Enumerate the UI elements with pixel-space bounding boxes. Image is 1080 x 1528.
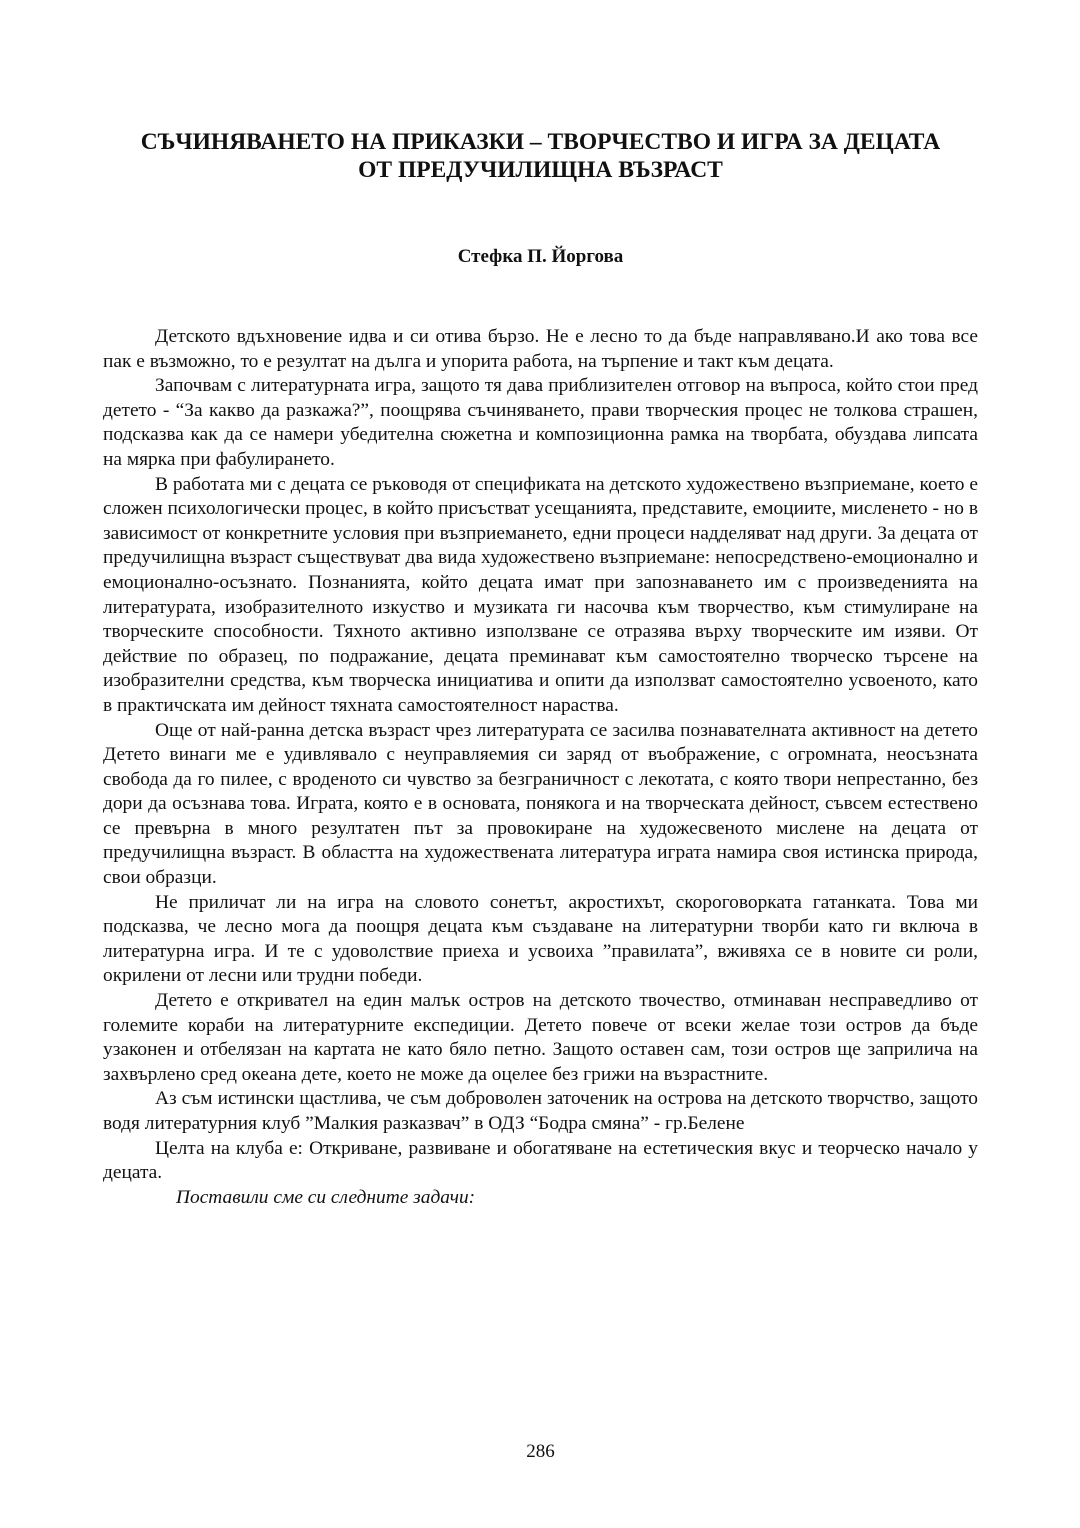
title-line-1: СЪЧИНЯВАНЕТО НА ПРИКАЗКИ – ТВОРЧЕСТВО И ИГРА ЗА ДЕЦАТА	[140, 129, 941, 155]
paragraph: Започвам с литературната игра, защото тя дава приблизителен отговор на въпроса, който стои пред детето - “За какво да разкажа?”, поощрява съчиняването, прави творческия процес не толкова страшен, подсказва как да се намери убедителна сюжетна и композиционна рамка на творбата, обуздава липсата на мярка при фабулирането.	[103, 375, 978, 470]
paragraph: Още от най-ранна детска възраст чрез литературата се засилва познавателната активност на детето Детето винаги ме е удивлявало с неуправляемия си заряд от въображение, с огромната, неосъзната свобода да го пилее, с вроденото си чувство за безграничност с лекотата, с която твори непрестанно, без дори да осъзнава това. Играта, която е в основата, понякога и на творческата дейност, съвсем естествено се превърна в много резултатен път за провокиране на художесвеното мислене на децата от предучилищна възраст. В областта на художествената литература играта намира своя истинска природа, свои образци.	[103, 719, 978, 889]
article-body	[103, 325, 978, 1210]
paragraph: Целта на клуба е: Откриване, развиване и обогатяване на естетическия вкус и теорческо начало у децата.	[103, 1137, 978, 1184]
paragraph: Детето е откривател на един малък остров на детското твочество, отминаван несправедливо от големите кораби на литературните експедиции. Детето повече от всеки желае този остров да бъде узаконен и отбелязан на картата не като бяло петно. Защото оставен сам, този остров ще заприлича на захвърлено сред океана дете, което не може да оцелее без грижи на възрастните.	[103, 990, 978, 1085]
paragraph: В работата ми с децата се ръководя от спецификата на детското художествено възприемане, което е сложен психологически процес, в който присъстват усещанията, представите, емоциите, мисленето - но в зависимост от конкретните условия при възприемането, едни процеси надделяват над други. За децата от предучилищна възраст съществуват два вида художествено възприемане: непосредствено-емоционално и емоционално-осъзнато. Познанията, който децата имат при запознаването им с произведенията на литературата, изобразителното изкуство и музиката ги насочва към творчество, към стимулиране на творческите способности. Тяхното активно използване се отразява върху творческите им изяви. От действие по образец, по подражание, децата преминават към самостоятелно творческо търсене на изобразителни средства, към творческа инициатива и опити да използват самостоятелно усвоеното, като в практичската им дейност тяхната самостоятелност нараства.	[103, 473, 978, 716]
paragraph: Аз съм истински щастлива, че съм доброволен заточеник на острова на детското творчство, защото водя литературния клуб ”Малкия разказвач” в ОДЗ “Бодра смяна” - гр.Белене	[103, 1088, 978, 1134]
article-title	[103, 128, 978, 184]
paragraph: Не приличат ли на игра на словото сонетът, акростихът, скороговорката гатанката. Това ми подсказва, че лесно мога да поощря децата към създаване на литературни творби като ги включа в литературна игра. И те с удоволствие приеха и усвоиха ”правилата”, вживяха се в новите си роли, окрилени от лесни или трудни победи.	[103, 891, 978, 987]
author-name: Стефка П. Йоргова	[457, 246, 624, 267]
tasks-heading: Поставили сме си следните задачи:	[176, 1186, 476, 1208]
paragraph: Детското вдъхновение идва и си отива бързо. Не е лесно то да бъде направлявано.И ако това все пак е възможно, то е резултат на дълга и упорита работа, на търпение и такт към децата.	[103, 326, 978, 372]
page-number: 286	[526, 1441, 555, 1462]
title-line-2: ОТ ПРЕДУЧИЛИЩНА ВЪЗРАСТ	[358, 157, 723, 183]
